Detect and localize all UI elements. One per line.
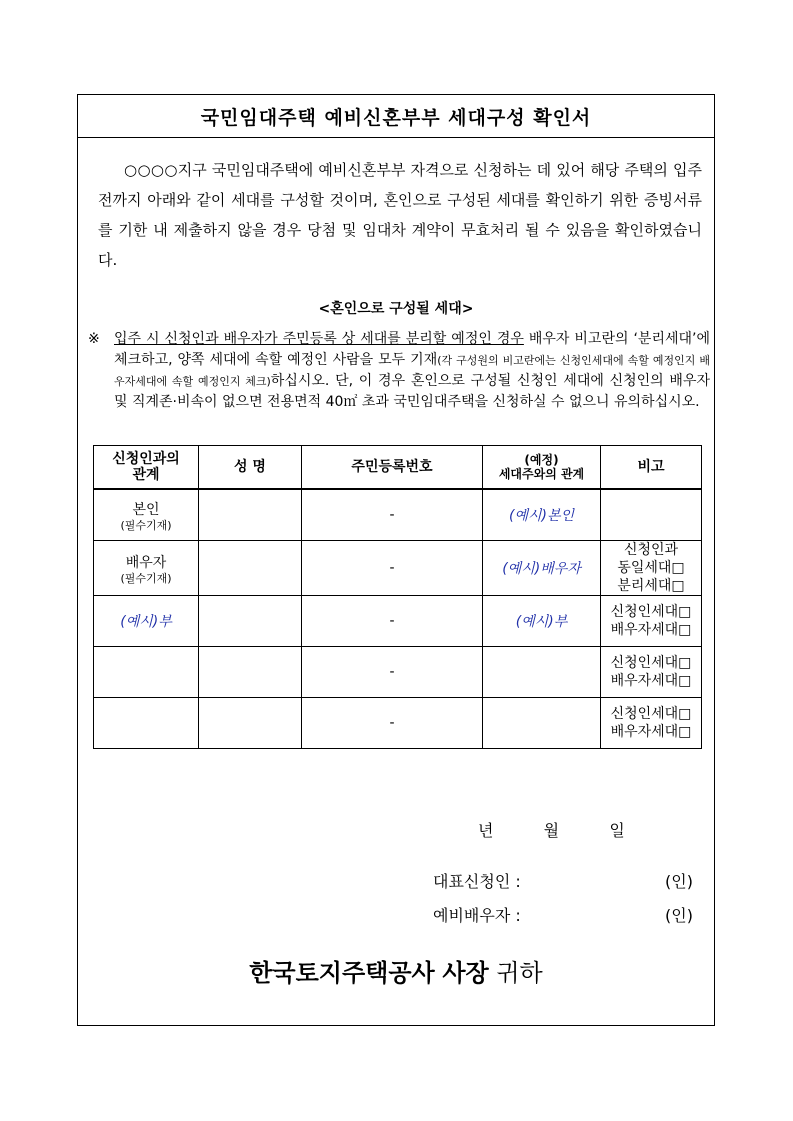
addressee-title: 사장 xyxy=(442,959,489,987)
date-year[interactable]: 년 xyxy=(478,821,494,840)
applicant-household-checkbox[interactable]: 신청인세대□ xyxy=(610,655,692,671)
applicant-seal[interactable]: (인) xyxy=(665,872,693,891)
spouse-household-checkbox[interactable]: 배우자세대□ xyxy=(610,673,692,689)
header-id: 주민등록번호 xyxy=(302,446,483,490)
relation-cell[interactable]: (예시)부 xyxy=(94,596,199,647)
id-cell[interactable]: - xyxy=(302,596,483,647)
name-cell[interactable] xyxy=(199,647,302,698)
header-name: 성 명 xyxy=(199,446,302,490)
remarks-cell[interactable] xyxy=(601,596,702,647)
table-row xyxy=(94,596,702,647)
remarks-cell[interactable] xyxy=(601,647,702,698)
householder-cell[interactable]: (예시)부 xyxy=(483,596,601,647)
applicant-household-checkbox[interactable]: 신청인세대□ xyxy=(610,706,692,722)
intro-text: ○○○○지구 국민임대주택에 예비신혼부부 자격으로 신청하는 데 있어 해당 주택의 입주 전까지 아래와 같이 세대를 구성할 것이며, 혼인으로 구성된 세대를 확인하기 위한 증빙서류를 기한 내 제출하지 않을 경우 당첨 및 임대차 계약이 무효처리 될 수 있음을 확인하였습니다. xyxy=(98,161,702,269)
id-cell[interactable]: - xyxy=(302,489,483,541)
notice-small: (각 구성원의 비고란에는 신청인세대에 속할 예정인지 배우자세대에 속할 예정인지 체크) xyxy=(114,354,711,388)
applicant-household-checkbox[interactable]: 신청인세대□ xyxy=(610,604,692,620)
notice-body xyxy=(114,329,710,413)
notice-underlined: 입주 시 신청인과 배우자가 주민등록 상 세대를 분리할 예정인 경우 xyxy=(114,331,524,347)
name-cell[interactable] xyxy=(199,596,302,647)
date-line xyxy=(478,818,625,841)
relation-cell[interactable] xyxy=(94,698,199,749)
relation-cell[interactable]: 배우자 (필수기재) xyxy=(94,541,199,596)
date-day[interactable]: 일 xyxy=(609,821,625,840)
header-remarks: 비고 xyxy=(601,446,702,490)
householder-cell[interactable] xyxy=(483,647,601,698)
header-relation: 신청인과의 관계 xyxy=(94,446,199,490)
table-row xyxy=(94,647,702,698)
householder-cell[interactable]: (예시)본인 xyxy=(483,489,601,541)
name-cell[interactable] xyxy=(199,489,302,541)
table-row xyxy=(94,489,702,541)
addressee xyxy=(78,953,714,988)
form-frame xyxy=(77,94,715,1026)
applicant-label: 대표신청인 : xyxy=(433,872,521,891)
notice-part1: 배우자 비고란의 ‘분리세대’에 체크하고, 양쪽 세대에 속할 예정인 사람을 모두 기재 xyxy=(114,331,710,368)
relation-cell[interactable] xyxy=(94,647,199,698)
notice-part2: 하십시오. 단, 이 경우 혼인으로 구성될 신청인 세대에 신청인의 배우자 및 직계존·비속이 없으면 전용면적 40㎡ 초과 국민임대주택을 신청하실 수 없으니 유의하십시오. xyxy=(114,373,711,410)
spouse-label: 예비배우자 : xyxy=(433,906,521,925)
same-household-checkbox[interactable]: 동일세대□ xyxy=(617,560,685,576)
remarks-cell[interactable] xyxy=(601,698,702,749)
remarks-cell[interactable] xyxy=(601,489,702,541)
name-cell[interactable] xyxy=(199,541,302,596)
id-cell[interactable]: - xyxy=(302,647,483,698)
id-cell[interactable]: - xyxy=(302,541,483,596)
remarks-cell[interactable]: 신청인과 동일세대□ 분리세대□ xyxy=(601,541,702,596)
name-cell[interactable] xyxy=(199,698,302,749)
form-title: 국민임대주택 예비신혼부부 세대구성 확인서 xyxy=(78,95,714,138)
header-householder: (예정) 세대주와의 관계 xyxy=(483,446,601,490)
id-cell[interactable]: - xyxy=(302,698,483,749)
table-header-row xyxy=(94,446,702,490)
table-row xyxy=(94,541,702,596)
addressee-suffix: 귀하 xyxy=(496,959,543,987)
notice-mark: ※ xyxy=(88,331,100,347)
notice xyxy=(88,329,710,413)
separate-household-checkbox[interactable]: 분리세대□ xyxy=(617,578,685,594)
section-heading: <혼인으로 구성될 세대> xyxy=(318,301,474,317)
householder-cell[interactable]: (예시)배우자 xyxy=(483,541,601,596)
addressee-org: 한국토지주택공사 xyxy=(249,959,435,987)
household-table xyxy=(93,445,702,749)
intro-paragraph xyxy=(98,155,702,275)
relation-cell[interactable]: 본인 (필수기재) xyxy=(94,489,199,541)
householder-cell[interactable] xyxy=(483,698,601,749)
table-row xyxy=(94,698,702,749)
spouse-seal[interactable]: (인) xyxy=(665,906,693,925)
spouse-household-checkbox[interactable]: 배우자세대□ xyxy=(610,724,692,740)
spouse-household-checkbox[interactable]: 배우자세대□ xyxy=(610,622,692,638)
date-month[interactable]: 월 xyxy=(543,821,560,840)
